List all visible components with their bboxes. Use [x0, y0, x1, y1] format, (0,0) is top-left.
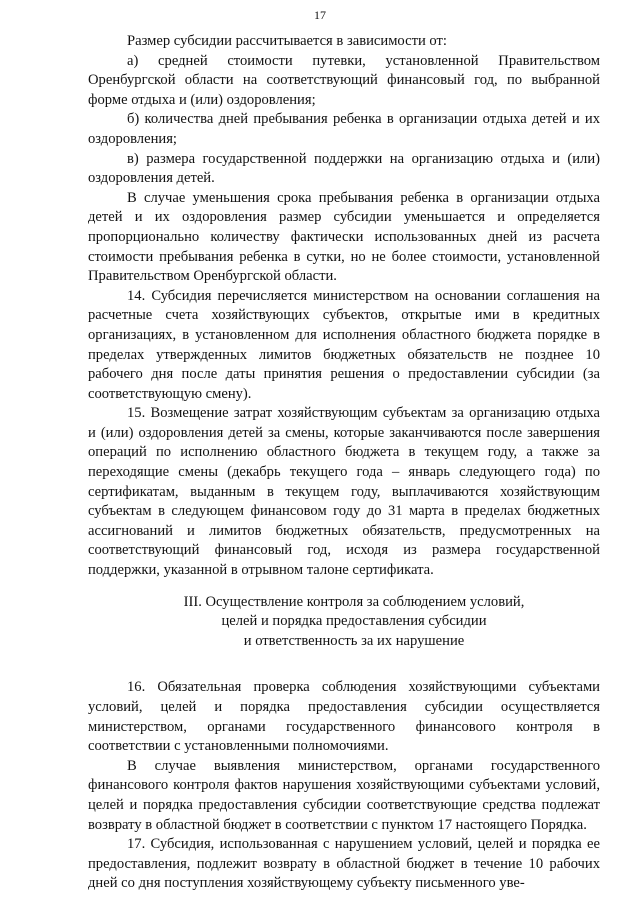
paragraph-violation: В случае выявления министерством, органами государственного финансового контроля фактов нарушения хозяйствующими субъектами условий, целей и порядка предоставления субсидии соответствующие средства подлежат возврату в областной бюджет в соответствии с пунктом 17 настоящего Порядка. — [88, 757, 600, 833]
page-number: 17 — [314, 8, 326, 22]
paragraph-reduction: В случае уменьшения срока пребывания ребенка в организации отдыха детей и их оздоровления размер субсидии уменьшается и определяется пропорционально количеству фактически использованных дней из расчета стоимости пребывания ребенка в сутки, но не более стоимости, установленной Правительством Оренбургской области. — [88, 189, 600, 285]
paragraph-item-c: в) размера государственной поддержки на организацию отдыха и (или) оздоровления детей. — [88, 150, 600, 187]
section-heading-line-3: и ответственность за их нарушение — [243, 632, 465, 649]
paragraph-item-b: б) количества дней пребывания ребенка в организации отдыха детей и их оздоровления; — [88, 111, 600, 147]
paragraph-clause-16: 16. Обязательная проверка соблюдения хозяйствующими субъектами условий, целей и порядка предоставления субсидии осуществляется министерством, органами государственного финансового контроля в соответствии с установленными полномочиями. — [88, 679, 600, 755]
section-heading-line-2: целей и порядка предоставления субсидии — [221, 613, 487, 630]
paragraph-item-a: а) средней стоимости путевки, установленной Правительством Оренбургской области на соответствующий финансовый год, по выбранной форме отдыха и (или) оздоровления; — [88, 52, 600, 108]
paragraph-clause-14: 14. Субсидия перечисляется министерством на основании соглашения на расчетные счета хозяйствующих субъектов, открытые ими в кредитных организациях, в установленном для исполнения областного бюджета порядке в пределах утвержденных лимитов бюджетных обязательств не позднее 10 рабочего дня после даты принятия решения о предоставлении субсидии (за соответствующую смену). — [88, 287, 600, 402]
paragraph-subsidy-intro: Размер субсидии рассчитывается в зависимости от: — [127, 33, 447, 49]
section-heading-line-1: III. Осуществление контроля за соблюдением условий, — [183, 593, 525, 610]
paragraph-clause-15: 15. Возмещение затрат хозяйствующим субъектам за организацию отдыха и (или) оздоровления детей за смены, которые заканчиваются после завершения операций по исполнению областного бюджета в текущем году, а также за переходящие смены (декабрь текущего года – январь следующего года) по сертификатам, выданным в текущем году, выплачиваются хозяйствующим субъектам в следующем финансовом году до 31 марта в пределах бюджетных ассигнований и лимитов бюджетных обязательств, предусмотренных на соответствующий финансовый год, исходя из размера государственной поддержки, указанной в отрывном талоне сертификата. — [88, 405, 600, 579]
paragraph-clause-17: 17. Субсидия, использованная с нарушением условий, целей и порядка ее предоставления, подлежит возврату в областной бюджет в течение 10 рабочих дней со дня поступления хозяйствующему субъекту письменного уве- — [88, 836, 600, 892]
document-body — [88, 32, 600, 894]
section-heading — [88, 581, 600, 679]
